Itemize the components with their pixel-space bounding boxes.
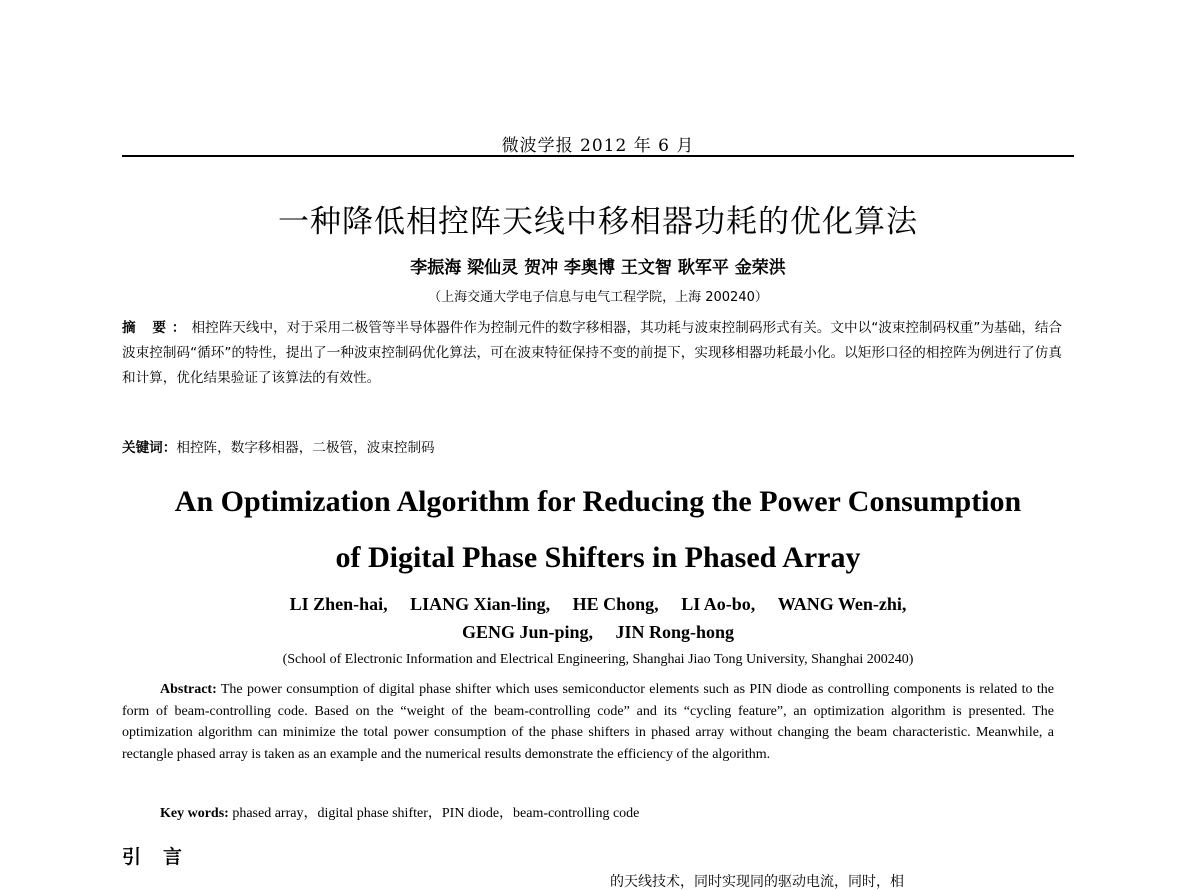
author-name: LI Ao-bo, [681, 594, 756, 614]
chinese-abstract-text: 相控阵天线中，对于采用二极管等半导体器件作为控制元件的数字移相器，其功耗与波束控制码形式有关。文中以“波束控制码权重”为基础，结合波束控制码“循环”的特性，提出了一种波束控制码优化算法，可在波束特征保持不变的前提下，实现移相器功耗最小化。以矩形口径的相控阵为例进行了仿真和计算，优化结果验证了该算法的有效性。 [122, 320, 1063, 386]
chinese-keywords [122, 436, 1062, 456]
chinese-title: 一种降低相控阵天线中移相器功耗的优化算法 [278, 204, 918, 240]
author-name: GENG Jun-ping, [461, 622, 593, 642]
author-name: LIANG Xian-ling, [410, 594, 551, 614]
author-name: HE Chong, [572, 594, 659, 614]
chinese-abstract [122, 316, 1062, 391]
chinese-authors: 李振海 梁仙灵 贺冲 李奥博 王文智 耿军平 金荣洪 [410, 258, 786, 278]
english-title-line-1: An Optimization Algorithm for Reducing the Power Consumption [174, 485, 1022, 518]
english-abstract [122, 679, 1054, 765]
header-rule [122, 155, 1074, 157]
chinese-affiliation: （上海交通大学电子信息与电气工程学院，上海 200240） [428, 290, 768, 305]
author-name: JIN Rong-hong [615, 622, 735, 642]
english-keywords [160, 802, 1060, 822]
chinese-keywords-text: 相控阵，数字移相器，二极管，波束控制码 [176, 440, 435, 456]
english-abstract-text: The power consumption of digital phase shifter which uses semiconductor elements such as PIN diode as controlling components is related to the form of beam-controlling code. Based on the “weight of the beam-controlling code” and its “cycling feature”, an optimization algorithm is presented. The optimization algorithm can minimize the total power consumption of the phase shifters in phased array without changing the beam characteristic. Meanwhile, a rectangle phased array is taken as an example and the numerical results demonstrate the efficiency of the algorithm. [122, 682, 1054, 762]
english-keywords-label: Key words: [160, 806, 229, 821]
english-authors [122, 590, 1074, 646]
english-authors-line-2 [122, 618, 1074, 646]
chinese-keywords-label: 关键词： [122, 440, 177, 456]
english-authors-line-1 [122, 590, 1074, 618]
chinese-abstract-label: 摘 要： [122, 320, 192, 336]
english-affiliation: (School of Electronic Information and Electrical Engineering, Shanghai Jiao Tong University, Shanghai 200240) [282, 652, 914, 667]
section-heading-introduction: 引言 [122, 846, 205, 868]
english-title-line-2: of Digital Phase Shifters in Phased Array [335, 541, 861, 574]
author-name: WANG Wen-zhi, [777, 594, 907, 614]
author-name: LI Zhen-hai, [289, 594, 388, 614]
running-header: 微波学报 2012 年 6 月 [501, 136, 695, 156]
english-keywords-text: phased array，digital phase shifter，PIN diode，beam-controlling code [228, 806, 640, 821]
body-text-partial-line: 的天线技术，同时实现同的驱动电流，同时，相 [610, 874, 904, 890]
english-title [122, 474, 1074, 586]
english-abstract-label: Abstract: [160, 682, 217, 697]
